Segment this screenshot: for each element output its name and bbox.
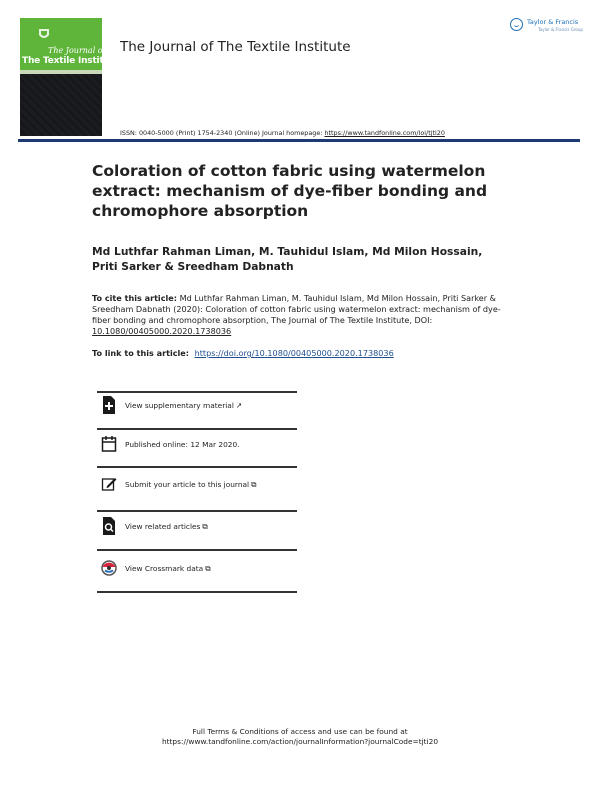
cover-dark-area — [20, 74, 102, 136]
crossmark-link[interactable] — [97, 556, 297, 584]
publisher-tagline: Taylor & Francis Group — [538, 27, 583, 32]
citation-text: Md Luthfar Rahman Liman, M. Tauhidul Islam, Md Milon Hossain, Priti Sarker & Sreedham Dabnath (2020): Coloration of cotton fabric using watermelon extract: mechanism of dye-fiber bonding and chromophore absorption, The Journal of The Textile Institute, DOI: — [92, 293, 501, 325]
citation-label: To cite this article: — [92, 293, 178, 303]
article-title: Coloration of cotton fabric using watermelon extract: mechanism of dye-fiber bonding and chromophore absorption — [92, 162, 488, 220]
related-articles-label: View related articles — [125, 522, 201, 531]
issn-text: ISSN: 0040-5000 (Print) 1754-2340 (Online) Journal homepage: — [120, 129, 323, 137]
cover-title-line2: The Textile Institute — [22, 56, 120, 66]
calendar-icon — [101, 434, 117, 454]
issn-line — [120, 129, 445, 137]
journal-cover-image[interactable] — [20, 18, 120, 136]
publisher-name: Taylor & Francis — [527, 18, 579, 26]
item-separator — [97, 549, 297, 551]
cover-title-line1: The Journal of — [48, 46, 106, 55]
article-link-label: To link to this article: — [92, 348, 190, 358]
published-online-row — [97, 432, 297, 460]
article-authors: Md Luthfar Rahman Liman, M. Tauhidul Islam, Md Milon Hossain, Priti Sarker & Sreedham Dabnath — [92, 245, 483, 273]
item-separator — [97, 591, 297, 593]
citation-doi-link[interactable]: 10.1080/00405000.2020.1738036 — [92, 326, 232, 336]
external-link-icon: ↗ — [235, 401, 243, 410]
related-articles-icon — [101, 516, 117, 536]
publisher-logo-icon — [510, 18, 523, 31]
external-link-icon: ⧉ — [202, 522, 208, 531]
article-doi-link[interactable]: https://doi.org/10.1080/00405000.2020.1738036 — [194, 348, 394, 358]
item-separator — [97, 466, 297, 468]
journal-homepage-link[interactable]: https://www.tandfonline.com/loi/tjti20 — [324, 129, 445, 137]
item-separator — [97, 428, 297, 430]
related-articles-link[interactable] — [97, 514, 297, 542]
supplementary-material-label: View supplementary material — [125, 401, 234, 410]
published-online-label: Published online: 12 Mar 2020. — [125, 440, 240, 449]
edit-pencil-icon — [101, 474, 117, 494]
publisher-logo[interactable] — [510, 17, 584, 37]
journal-name: The Journal of The Textile Institute — [120, 39, 351, 55]
crossmark-icon — [101, 558, 117, 578]
footer-terms-link[interactable]: https://www.tandfonline.com/action/journalInformation?journalCode=tjti20 — [161, 737, 439, 746]
item-separator — [97, 510, 297, 512]
supplementary-material-link[interactable] — [97, 393, 297, 421]
footer-terms — [0, 727, 600, 747]
institute-crest-icon — [36, 26, 52, 42]
footer-terms-line1: Full Terms & Conditions of access and use can be found at — [192, 727, 408, 736]
supplementary-material-icon — [101, 395, 117, 415]
external-link-icon: ⧉ — [251, 480, 257, 489]
citation-block — [92, 293, 512, 337]
header-divider — [18, 139, 580, 142]
submit-article-link[interactable] — [97, 472, 297, 500]
crossmark-label: View Crossmark data — [125, 564, 204, 573]
article-link-block — [92, 348, 394, 358]
submit-article-label: Submit your article to this journal — [125, 480, 250, 489]
external-link-icon: ⧉ — [205, 564, 211, 573]
